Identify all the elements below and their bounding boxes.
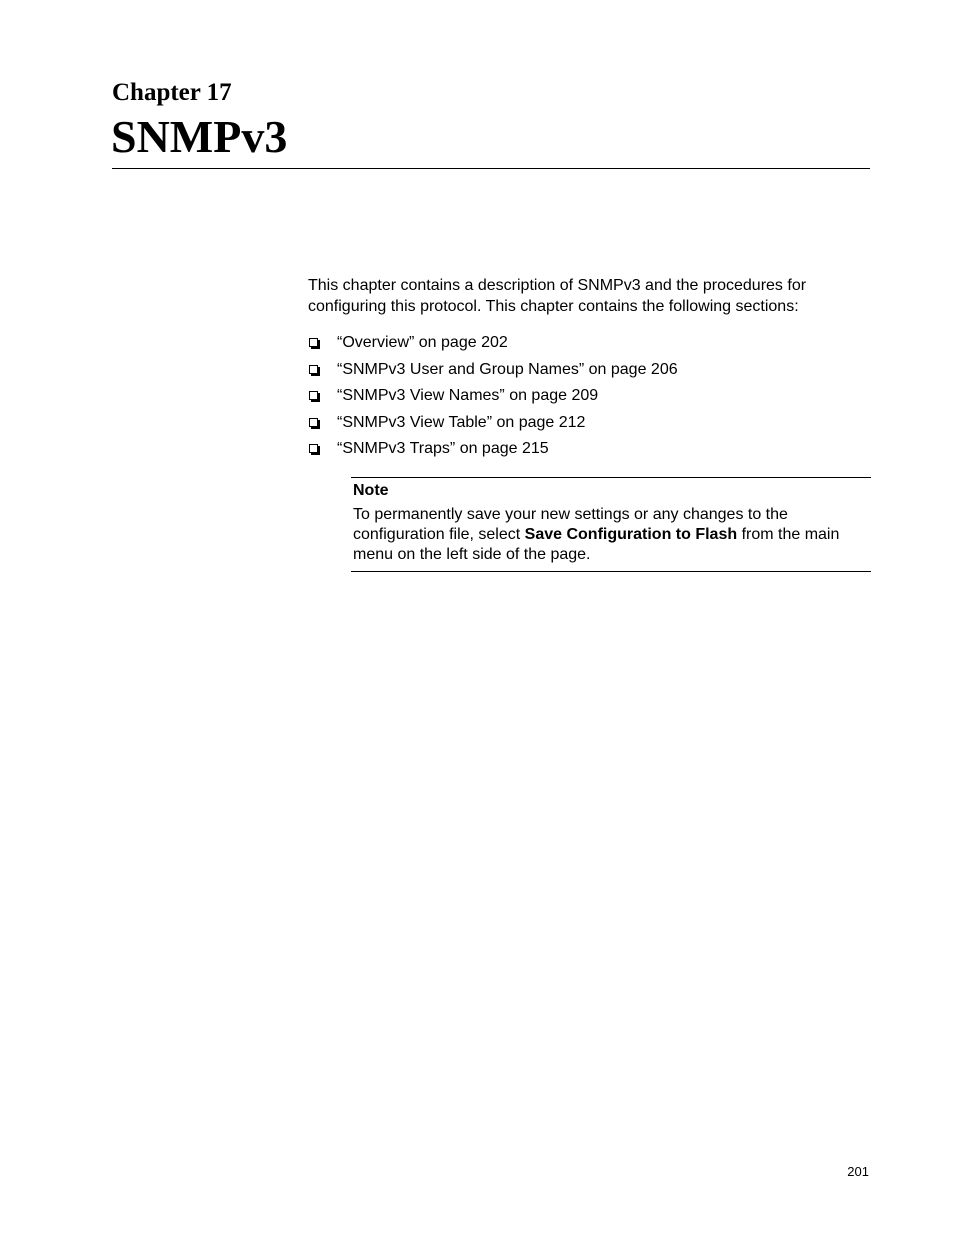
checkbox-bullet-icon xyxy=(309,391,318,400)
chapter-title: SNMPv3 xyxy=(111,111,288,162)
intro-paragraph: This chapter contains a description of SNMPv3 and the procedures for configuring this protocol. This chapter contains the following sections: xyxy=(308,277,807,315)
section-item-traps xyxy=(308,438,868,465)
section-item-overview xyxy=(308,332,868,359)
checkbox-bullet-icon xyxy=(309,338,318,347)
section-list xyxy=(308,332,868,465)
checkbox-bullet-icon xyxy=(309,444,318,453)
checkbox-bullet-icon xyxy=(309,418,318,427)
note-heading: Note xyxy=(353,482,389,499)
section-link[interactable]: “Overview” on page 202 xyxy=(337,334,508,351)
checkbox-bullet-icon xyxy=(309,365,318,374)
section-link[interactable]: “SNMPv3 User and Group Names” on page 206 xyxy=(337,360,678,378)
section-item-user-group-names xyxy=(308,359,868,386)
chapter-label: Chapter 17 xyxy=(112,79,232,106)
note-bold-command: Save Configuration to Flash xyxy=(524,526,738,543)
note-box xyxy=(351,477,871,572)
section-link[interactable]: “SNMPv3 Traps” on page 215 xyxy=(337,440,549,457)
note-text-before: To permanently save your new settings or any changes to the configuration file, select xyxy=(353,506,788,543)
title-divider xyxy=(112,168,870,169)
page-number: 201 xyxy=(847,1164,869,1179)
note-text-after: from the main menu on the left side of the page. xyxy=(353,526,840,563)
section-item-view-table xyxy=(308,412,868,439)
section-item-view-names xyxy=(308,385,868,412)
section-link[interactable]: “SNMPv3 View Table” on page 212 xyxy=(337,413,586,431)
section-link[interactable]: “SNMPv3 View Names” on page 209 xyxy=(337,387,599,404)
note-body xyxy=(353,505,869,565)
